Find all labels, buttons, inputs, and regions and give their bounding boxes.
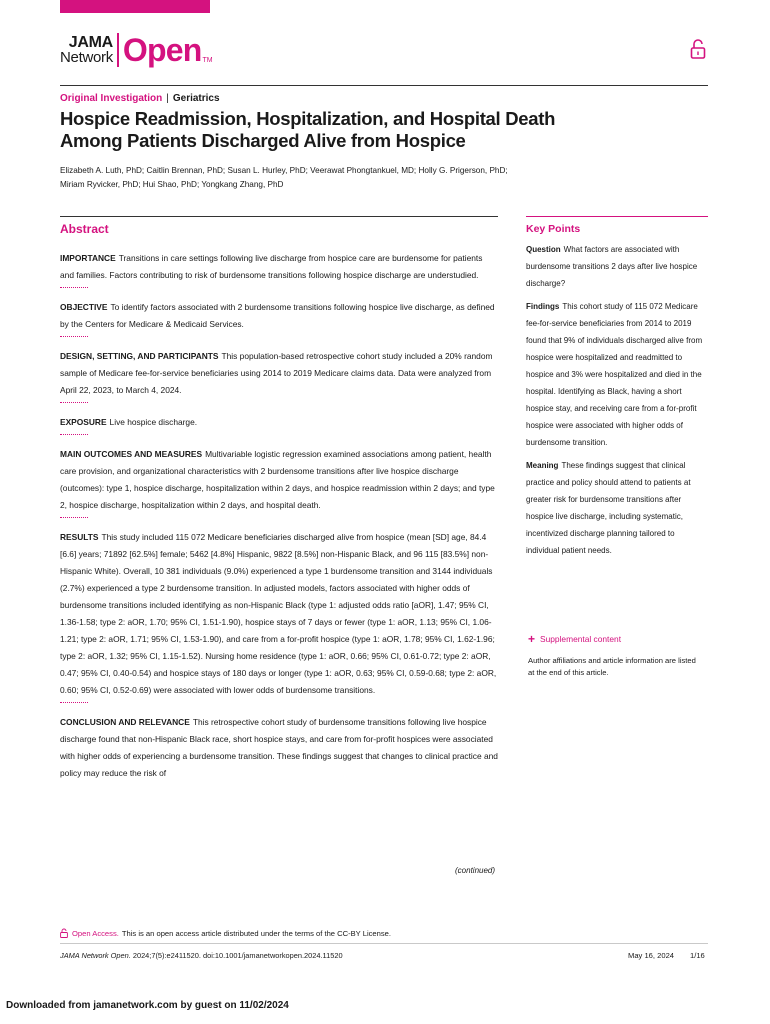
key-point-text: This cohort study of 115 072 Medicare fee-for-service beneficiaries from 2014 to 2019 found that 9% of individuals discharged alive from hospice were hospitalized and readmitted to hospice and 3% were hospitalized and died in the hospital. Identifying as Black, having a short hospice stay, and receiving care from a for-profit hospice were associated with higher odds of burdensome transition. bbox=[526, 302, 703, 447]
section-text: Transitions in care settings following live discharge from hospice care are burdensome for patients and families. Factors contributing to risk of burdensome transitions following hospice discharge are understudied. bbox=[60, 253, 483, 280]
citation-details: 2024;7(5):e2411520. doi:10.1001/jamanetworkopen.2024.11520 bbox=[132, 951, 343, 960]
section-heading: DESIGN, SETTING, AND PARTICIPANTS bbox=[60, 351, 219, 361]
key-point-text: These findings suggest that clinical practice and policy should attend to patients at greater risk for burdensome transitions after hospice live discharge, including systematic, incentivized discharge planning tailored to individual patient needs. bbox=[526, 461, 691, 555]
key-point-meaning bbox=[526, 457, 708, 559]
affiliations-note: Author affiliations and article information are listed at the end of this article. bbox=[528, 656, 696, 677]
open-lock-icon bbox=[690, 38, 706, 60]
abstract-conclusion bbox=[60, 714, 498, 782]
section-heading: CONCLUSION AND RELEVANCE bbox=[60, 717, 190, 727]
section-heading: IMPORTANCE bbox=[60, 253, 116, 263]
article-type: Original Investigation bbox=[60, 93, 163, 104]
abstract-outcomes bbox=[60, 446, 498, 514]
section-text: This population-based retrospective cohort study included a 20% random sample of Medicare fee-for-service beneficiaries using 2014 to 2019 Medicare claims data. Data were analyzed from April 22, 2023, to March 4, 2024. bbox=[60, 351, 493, 395]
key-points-heading: Key Points bbox=[526, 223, 581, 235]
article-kicker bbox=[60, 93, 220, 105]
logo-jama: JAMA bbox=[68, 34, 113, 51]
header-color-tab bbox=[60, 0, 210, 13]
abstract-results bbox=[60, 529, 498, 699]
section-heading: OBJECTIVE bbox=[60, 302, 108, 312]
citation-journal: JAMA Network Open. bbox=[60, 951, 131, 960]
abstract-exposure bbox=[60, 414, 498, 431]
open-access-text: This is an open access article distributed under the terms of the CC-BY License. bbox=[121, 928, 392, 938]
journal-logo[interactable] bbox=[60, 30, 213, 70]
page-number: 1/16 bbox=[690, 951, 705, 960]
section-heading: EXPOSURE bbox=[60, 417, 107, 427]
article-section[interactable]: Geriatrics bbox=[172, 93, 220, 104]
article-title: Hospice Readmission, Hospitalization, and Hospital Death Among Patients Discharged Alive from Hospice bbox=[60, 108, 556, 151]
section-heading: RESULTS bbox=[60, 532, 99, 542]
key-point-label: Meaning bbox=[526, 461, 559, 470]
download-notice: Downloaded from jamanetwork.com by guest on 11/02/2024 bbox=[6, 1000, 289, 1011]
section-heading: MAIN OUTCOMES AND MEASURES bbox=[60, 449, 203, 459]
supplemental-content-link[interactable] bbox=[528, 634, 621, 644]
section-divider bbox=[60, 434, 88, 435]
section-text: To identify factors associated with 2 burdensome transitions following hospice live discharge, as defined by the Centers for Medicare & Medicaid Services. bbox=[60, 302, 495, 329]
logo-divider bbox=[117, 33, 119, 67]
author-line: Elizabeth A. Luth, PhD; Caitlin Brennan, PhD; Susan L. Hurley, PhD; Veerawat Phongtankuel, MD; Holly G. Prigerson, PhD; bbox=[60, 166, 508, 175]
key-point-label: Question bbox=[526, 245, 561, 254]
key-point-question bbox=[526, 241, 708, 292]
kicker-separator: | bbox=[166, 93, 169, 104]
plus-icon: + bbox=[528, 632, 536, 646]
section-divider bbox=[60, 702, 88, 703]
abstract-objective bbox=[60, 299, 498, 333]
abstract-importance bbox=[60, 250, 498, 284]
publication-date: May 16, 2024 bbox=[628, 951, 675, 960]
section-divider bbox=[60, 517, 88, 518]
key-point-label: Findings bbox=[526, 302, 560, 311]
author-list bbox=[60, 164, 560, 192]
supplemental-label: Supplemental content bbox=[540, 634, 622, 644]
author-line: Miriam Ryvicker, PhD; Hui Shao, PhD; Yongkang Zhang, PhD bbox=[60, 180, 284, 189]
header-rule bbox=[60, 85, 708, 86]
section-text: This retrospective cohort study of burdensome transitions following live hospice discharge found that non-Hispanic Black race, short hospice stays, and care from for-profit hospices were associated with higher odds of experiencing a burdensome transition. These findings suggest that changes to clinical practice and policy may reduce the risk of bbox=[60, 717, 498, 778]
abstract-design bbox=[60, 348, 498, 399]
citation bbox=[60, 951, 343, 960]
section-divider bbox=[60, 287, 88, 288]
key-points-rule bbox=[526, 216, 708, 217]
section-text: Live hospice discharge. bbox=[109, 417, 198, 427]
section-divider bbox=[60, 402, 88, 403]
logo-network: Network bbox=[60, 49, 113, 66]
abstract-heading: Abstract bbox=[60, 222, 109, 236]
section-divider bbox=[60, 336, 88, 337]
open-access-statement bbox=[60, 928, 391, 938]
logo-wordmark bbox=[60, 35, 113, 65]
logo-trademark: TM bbox=[202, 57, 213, 64]
key-point-findings bbox=[526, 298, 708, 451]
key-points bbox=[526, 216, 708, 565]
abstract-rule bbox=[60, 216, 498, 217]
footer-rule bbox=[60, 943, 708, 944]
open-lock-icon bbox=[60, 928, 68, 938]
section-text: Multivariable logistic regression examined associations among patient, health care provision, and organizational characteristics with 2 burdensome transitions after live hospice discharge (outcomes): type 1, hospice discharge, hospitalization within 2 days, and hospice readmission within 2 days; and type 2, hospice discharge, hospitalization within 2 days, and hospital death. bbox=[60, 449, 495, 510]
section-text: This study included 115 072 Medicare beneficiaries discharged alive from hospice (mean [SD] age, 84.4 [6.6] years; 71892 [62.5%] female; 5462 [4.8%] Hispanic, 9822 [8.5%] non-Hispanic Black, and 96 115 [83.5%] non-Hispanic White). Overall, 10 381 individuals (9.0%) experienced a type 1 burdensome transition and 3144 individuals (2.7%) experienced a type 2 burdensome transition. In adjusted models, factors associated with higher odds of burdensome transitions included identifying as non-Hispanic Black (type 1: adjusted odds ratio [aOR], 1.47; 95% CI, 1.36-1.58; type 2: aOR, 1.70; 95% CI, 1.51-1.90), hospice stays of 7 days or fewer (type 1: aOR, 1.13; 95% CI, 1.06-1.21; type 2: aOR, 1.71; 95% CI, 1.53-1.90), and care from a for-profit hospice (type 1: aOR, 1.78; 95% CI, 1.62-1.96; type 2: aOR, 1.32; 95% CI, 1.15-1.52). Nursing home residence (type 1: aOR, 0.66; 95% CI, 0.61-0.72; type 2: aOR, 0.47; 95% CI, 0.40-0.54) and hospice stays of 180 days or longer (type 1: aOR, 0.63; 95% CI, 0.59-0.68; type 2: aOR, 0.60; 95% CI, 0.52-0.69) were associated with lower odds of burdensome transitions. bbox=[60, 532, 497, 695]
key-point-text: What factors are associated with burdensome transitions 2 days after live hospice discharge? bbox=[526, 245, 698, 288]
open-access-label[interactable]: Open Access. bbox=[72, 928, 119, 938]
abstract bbox=[60, 216, 498, 782]
logo-open: Open bbox=[122, 32, 202, 68]
continued-note: (continued) bbox=[455, 866, 496, 875]
